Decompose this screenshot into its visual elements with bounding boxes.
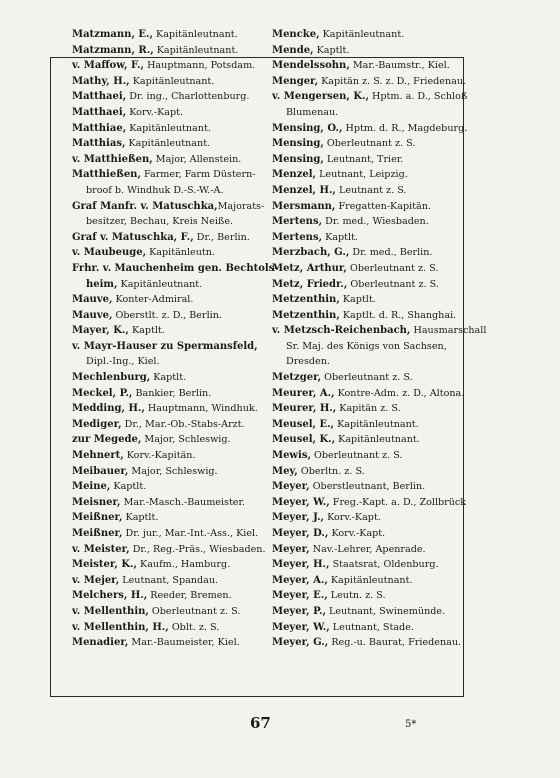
directory-entry [72,432,270,448]
entry-name: Mende, [272,44,314,56]
entry-detail: Reeder, Bremen. [147,590,232,602]
entry-detail: Kaptlt. [128,325,165,337]
entry-name: Mauve, [72,309,113,321]
directory-entry [272,417,462,433]
entry-name: v. Mejer, [72,574,120,586]
directory-entry [72,526,270,542]
entry-detail: Kapitänleutnant. [153,29,238,40]
entry-name: Merzbach, G., [272,247,350,259]
entry-name: v. Mengersen, K., [272,91,369,103]
directory-entry [72,448,270,464]
entry-name: Graf Manfr. v. Matuschka, [72,200,218,212]
entry-name: Matthiae, [72,122,127,134]
entry-detail: Leutnant, Stade. [329,621,414,633]
entry-name: Matthaei, [72,91,127,103]
entry-name: Meißner, [72,512,123,524]
entry-detail: Oberleutnant z. S. [346,262,439,274]
entry-detail: Kapitänleutnant. [327,574,413,586]
entry-detail: Sr. Maj. des Königs von Sachsen, [286,340,447,352]
directory-entry [272,635,462,651]
directory-entry [272,27,462,43]
entry-detail: Kapitänleutnant. [117,278,203,290]
entry-detail: Leutnant, Leipzig. [316,169,408,181]
entry-name: Metzger, [272,372,322,384]
directory-entry [272,339,462,355]
entry-name: Meister, K., [72,559,137,571]
entry-name: Mewis, [272,450,311,462]
directory-entry [272,370,462,386]
entry-detail: Oblt. z. S. [168,621,220,633]
entry-detail: Kontre-Adm. z. D., Altona. [334,387,465,399]
entry-detail: Dresden. [286,356,330,368]
entry-detail: Korv.-Kapitän. [123,450,196,462]
entry-detail: Leutnant, Spandau. [119,574,219,586]
entry-name: Mathy, H., [72,75,130,87]
directory-entry [272,292,462,308]
directory-entry [72,121,270,137]
directory-entry [72,89,270,105]
entry-detail: Leutnant z. S. [335,184,407,196]
directory-entry [72,604,270,620]
entry-name: Mauve, [72,294,113,306]
entry-detail: Leutn. z. S. [327,590,386,602]
directory-entry [272,199,462,215]
directory-entry [272,214,462,230]
entry-detail: Kapitän z. S. z. D., Friedenau. [318,75,467,87]
entry-name: Mensing, [272,138,324,150]
entry-name: Matzmann, R., [72,44,154,56]
directory-entry [72,183,270,199]
directory-entry [272,121,468,137]
entry-detail: Major, Allenstein. [152,153,242,165]
entry-name: v. Matthießen, [72,153,153,165]
entry-name: zur Megede, [72,434,142,446]
entry-detail: Hausmarschall [410,325,487,337]
entry-detail: Oberleutnant z. S. [148,605,241,617]
directory-entry [72,339,270,355]
directory-entry [272,43,462,59]
directory-entry [72,58,270,74]
entry-detail: Majorats- [217,200,265,212]
directory-entry [72,386,270,402]
entry-name: Meusel, E., [272,418,335,430]
page-number: 67 [250,714,271,732]
directory-entry [272,323,487,339]
entry-name: Meyer, E., [272,590,328,602]
entry-detail: Kaptlt. [110,481,147,493]
entry-name: Matthießen, [72,169,141,181]
directory-entry [272,526,462,542]
directory-entry [72,542,270,558]
entry-detail: Dr. med., Wiesbaden. [322,216,429,228]
entry-name: Meyer, P., [272,605,326,617]
directory-entry [72,479,270,495]
directory-entry [72,27,270,43]
entry-name: Mertens, [272,216,323,228]
entry-name: Metz, Friedr., [272,278,348,290]
entry-detail: Leutnant, Trier. [323,153,404,165]
directory-entry [72,323,270,339]
entry-detail: Kaptlt. [150,372,187,384]
entry-detail: besitzer, Bechau, Kreis Neiße. [86,216,234,228]
entry-name: Meibauer, [72,465,129,477]
entry-detail: Hauptmann, Potsdam. [144,60,256,72]
directory-entry [272,89,468,105]
entry-name: Meckel, P., [72,387,133,399]
directory-entry [272,261,462,277]
directory-entry [72,635,270,651]
left-column [72,27,279,651]
entry-name: v. Maffow, F., [72,60,145,72]
directory-entry [272,74,467,90]
entry-name: heim, [86,278,118,290]
directory-entry [272,230,462,246]
directory-entry [72,230,270,246]
directory-entry [72,573,270,589]
entry-detail: Staatsrat, Oldenburg. [329,559,439,571]
directory-entry [272,354,462,370]
directory-entry [272,245,462,261]
entry-name: Meurer, A., [272,387,335,399]
entry-detail: Reg.-u. Baurat, Friedenau. [328,637,462,649]
entry-detail: Kapitänleutnant. [125,138,211,150]
entry-detail: broof b. Windhuk D.-S.-W.-A. [86,184,224,196]
entry-name: v. Maubeuge, [72,247,147,259]
entry-detail: Nav.-Lehrer, Apenrade. [309,543,426,555]
directory-entry [272,604,462,620]
entry-detail: Korv.-Kapt. [328,528,386,539]
entry-name: Meyer, A., [272,574,328,586]
entry-detail: Mar.-Masch.-Baumeister. [120,496,246,508]
directory-entry [72,43,270,59]
entry-name: Meurer, H., [272,403,337,415]
entry-name: Mey, [272,465,298,477]
entry-name: Mehnert, [72,450,124,462]
right-column [272,27,487,651]
entry-name: v. Mayr-Hauser zu Spermansfeld, [72,340,258,352]
directory-entry [72,417,270,433]
entry-name: v. Mellenthin, H., [72,621,169,633]
entry-name: v. Metzsch-Reichenbach, [272,325,411,337]
entry-name: Meyer, J., [272,512,325,524]
directory-entry [272,58,462,74]
entry-name: Menadier, [72,637,129,649]
entry-name: Menger, [272,75,319,87]
directory-entry [272,557,462,573]
directory-entry [72,401,270,417]
entry-name: Graf v. Matuschka, F., [72,231,194,243]
entry-detail: Freg.-Kapt. a. D., Zollbrück [329,496,467,508]
entry-name: Meyer, G., [272,637,329,649]
entry-name: Metzenthin, [272,309,340,321]
directory-entry [72,245,270,261]
entry-detail: Hptm. a. D., Schloß [368,91,468,103]
entry-detail: Kapitänleutnant. [126,122,211,134]
entry-name: Meyer, D., [272,528,329,539]
entry-name: Meisner, [72,496,121,508]
entry-detail: Blumenau. [286,106,339,118]
entry-detail: Oberleutnant z. S. [347,278,439,290]
entry-name: Mensing, O., [272,122,343,134]
directory-entry [272,542,462,558]
directory-entry [72,199,270,215]
entry-detail: Kaufm., Hamburg. [137,559,231,571]
entry-detail: Hptm. d. R., Magdeburg. [342,122,468,134]
entry-name: Metzenthin, [272,294,340,306]
entry-detail: Konter-Admiral. [112,294,194,306]
entry-name: Mayer, K., [72,325,129,337]
entry-name: Medding, H., [72,403,145,415]
entry-name: Menzel, H., [272,184,336,196]
directory-entry [72,167,270,183]
entry-detail: Kaptlt. d. R., Shanghai. [339,309,457,321]
directory-entry [72,308,270,324]
directory-entry [272,510,462,526]
directory-entry [272,401,462,417]
directory-entry [272,105,462,121]
entry-detail: Major, Schleswig. [141,434,231,446]
directory-entry [272,495,467,511]
entry-detail: Kapitän z. S. [336,403,401,415]
entry-detail: Mar.-Baumeister, Kiel. [128,637,240,649]
entry-name: Frhr. v. Mauchenheim gen. Bechtols- [72,262,279,274]
entry-detail: Dr. jur., Mar.-Int.-Ass., Kiel. [122,528,259,539]
entry-detail: Dr. ing., Charlottenburg. [126,91,250,103]
entry-detail: Oberleutnant z. S. [310,450,403,462]
directory-entry [272,432,462,448]
directory-entry [272,620,462,636]
entry-detail: Fregatten-Kapitän. [335,200,431,212]
entry-detail: Kapitänleutnant. [319,29,405,40]
entry-name: Mensing, [272,153,324,165]
directory-entry [272,167,462,183]
directory-entry [72,588,270,604]
directory-entry [272,152,462,168]
entry-detail: Kaptlt. [122,512,159,524]
entry-detail: Mar.-Baumstr., Kiel. [349,60,450,72]
directory-entry [72,136,270,152]
entry-name: Meißner, [72,528,123,539]
entry-name: Meusel, K., [272,434,336,446]
entry-detail: Oberltn. z. S. [297,465,365,477]
directory-entry [72,354,270,370]
entry-detail: Farmer, Farm Düstern- [140,169,256,181]
entry-detail: Kapitänleutnant. [334,418,419,430]
entry-name: Matzmann, E., [72,29,153,40]
directory-entry [72,105,270,121]
entry-name: Mertens, [272,231,323,243]
directory-entry [272,136,462,152]
entry-detail: Dr., Mar.-Ob.-Stabs-Arzt. [121,418,245,430]
entry-name: v. Mellenthin, [72,605,149,617]
directory-entry [272,464,462,480]
entry-name: Meyer, W., [272,621,330,633]
directory-entry [72,495,270,511]
directory-entry [72,557,270,573]
entry-detail: Dr., Berlin. [193,231,250,243]
directory-entry [272,277,462,293]
directory-entry [72,214,270,230]
entry-name: Meine, [72,481,111,493]
entry-name: Melchers, H., [72,590,148,602]
entry-name: Meyer, [272,543,310,555]
directory-entry [72,464,270,480]
directory-entry [272,588,462,604]
directory-entry [72,74,270,90]
directory-entry [72,510,270,526]
entry-detail: Kapitänleutnant. [129,75,215,87]
directory-entry [272,183,462,199]
entry-detail: Kapitänleutnant. [335,434,420,446]
entry-name: Meyer, W., [272,496,330,508]
entry-name: Metz, Arthur, [272,262,347,274]
directory-entry [272,308,462,324]
entry-detail: Kaptlt. [313,44,350,56]
entry-detail: Oberstleutnant, Berlin. [309,481,426,493]
entry-name: Meyer, H., [272,559,330,571]
entry-name: Mencke, [272,29,320,40]
entry-detail: Korv.-Kapt. [324,512,381,524]
directory-entry [72,292,270,308]
directory-entry [272,573,462,589]
entry-detail: Hauptmann, Windhuk. [144,403,258,415]
entry-detail: Bankier, Berlin. [132,387,212,399]
entry-detail: Oberleutnant z. S. [321,372,413,384]
entry-detail: Kapitänleutn. [146,247,215,259]
entry-name: Matthias, [72,138,126,150]
entry-detail: Oberleutnant z. S. [323,138,416,150]
signature-mark: 5* [405,719,417,730]
directory-entry [272,448,462,464]
entry-name: Mersmann, [272,200,336,212]
entry-name: Mendelssohn, [272,60,350,72]
entry-detail: Dipl.-Ing., Kiel. [86,356,160,368]
directory-entry [72,620,270,636]
directory-entry [72,261,279,277]
entry-name: Matthaei, [72,106,127,118]
entry-name: Meyer, [272,481,310,493]
entry-name: Mediger, [72,418,122,430]
entry-detail: Major, Schleswig. [128,465,218,477]
entry-name: Mechlenburg, [72,372,151,384]
entry-detail: Leutnant, Swinemünde. [325,605,446,617]
entry-detail: Dr. med., Berlin. [349,247,433,259]
entry-detail: Kaptlt. [322,231,358,243]
directory-entry [72,370,270,386]
entry-detail: Oberstlt. z. D., Berlin. [112,309,222,321]
entry-name: v. Meister, [72,543,130,555]
directory-entry [272,386,465,402]
entry-detail: Korv.-Kapt. [126,106,184,118]
entry-detail: Kaptlt. [339,294,376,306]
directory-entry [72,277,270,293]
entry-detail: Kapitänleutnant. [153,44,239,56]
directory-entry [72,152,270,168]
entry-detail: Dr., Reg.-Präs., Wiesbaden. [129,543,266,555]
directory-entry [272,479,462,495]
entry-name: Menzel, [272,169,317,181]
